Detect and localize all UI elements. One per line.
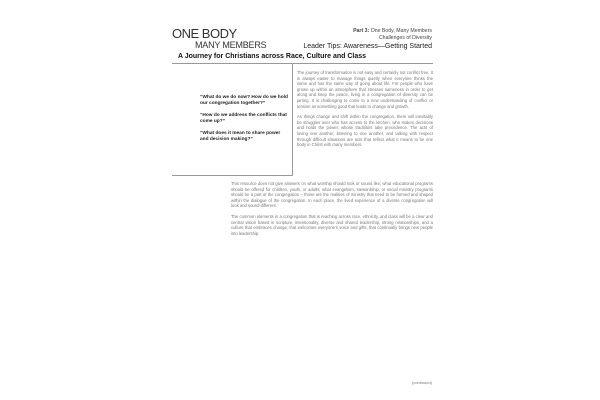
logo-many-members: MANY MEMBERS [195,40,267,50]
lower-text [231,181,433,241]
part-title: One Body, Many Members [370,28,432,34]
continued-note: (continued) [411,380,432,385]
paragraph: The common elements in a congregation that is reaching across race, ethnicity, and class will be a clear and central vision based in scripture, intentionality, diverse and shared leadership, strong relationships, and a culture that embraces change, that welcomes everyone's voice and gifts, that continually brings new people into leadership. [231,213,433,236]
question-item: “How do we address the conflicts that come up?” [200,113,287,124]
part-heading [353,28,432,42]
paragraph: As things change and shift within the congregation, there will inevitably be struggles over who has access to the kitchen, who makes decisions and holds the power, whose traditions take precedence. The acts of loving one another, listening to one another, and talking with respect through difficult situations are acts that reflect what it means to be one body in Christ with many members. [297,114,433,148]
paragraph: This resource does not give answers on what worship should look or sound like; what educational programs should be offered for children, youth, or adults; what evangelism, stewardship, or social ministry programs should be a part of the congregation – those are the realities of ministry that need to be formed and shaped within the dialogue of the congregation. In each place, the lived experience of a diverse congregation will look and sound different. [231,181,433,209]
part-label: Part 3: [353,28,370,34]
logo-one-body: ONE BODY [172,26,237,41]
journey-title: A Journey for Christians across Race, Culture and Class [178,53,367,60]
title-rule [172,63,433,64]
paragraph: The journey of transformation is not easy and certainly not conflict free. It is always easier to manage things quietly when everyone thinks the same and has the same way of going about life. For people who have grown up within an atmosphere that stresses sameness in order to get along and keep the peace, living in a congregation of diversity can be jarring. It is challenging to come to a new understanding of conflict or tension as something good that leads to change and growth. [297,70,433,109]
column-divider [292,63,293,175]
leader-tips-heading: Leader Tips: Awareness—Getting Started [303,43,432,50]
questions-pullout [200,95,288,149]
part-subtitle: Challenges of Diversity [378,35,432,41]
question-item: “What do we do now? How do we hold our congregation together?” [200,95,288,106]
section-rule [172,175,293,176]
question-item: “What does it mean to share power and decision making?” [200,131,281,142]
right-column-text [297,70,433,153]
